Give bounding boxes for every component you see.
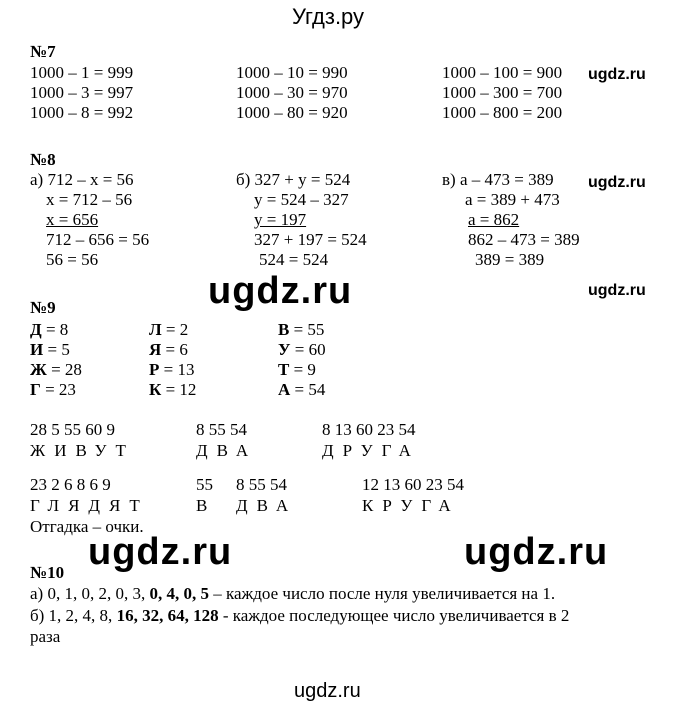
watermark: ugdz.ru <box>208 270 353 312</box>
check-result: 56 = 56 <box>46 250 99 269</box>
letter-value: В = 55 <box>278 320 325 339</box>
footer-watermark: ugdz.ru <box>294 680 361 702</box>
ex10-part-a: а) 0, 1, 0, 2, 0, 3, 0, 4, 0, 5 – каждое число после нуля увеличивается на 1. <box>30 584 556 603</box>
check-equation: 327 + 197 = 524 <box>254 230 367 249</box>
letter-value: Т = 9 <box>278 360 316 379</box>
code-numbers: 12 13 60 23 54 <box>362 475 464 494</box>
code-numbers: 23 2 6 8 6 9 <box>30 475 111 494</box>
letter-value: И = 5 <box>30 340 70 359</box>
code-numbers: 55 <box>196 475 213 494</box>
watermark: ugdz.ru <box>88 531 233 573</box>
letter-value: Д = 8 <box>30 320 69 339</box>
ex7-col3 <box>442 63 562 123</box>
letter-value: К = 12 <box>149 380 197 399</box>
ex10-part-b-wrap: раза <box>30 627 61 646</box>
letter-value: А = 54 <box>278 380 326 399</box>
ex8-part-b <box>236 170 367 270</box>
equation: х = 712 – 56 <box>46 190 133 209</box>
equation: 1000 – 80 = 920 <box>236 103 348 122</box>
code-numbers: 28 5 55 60 9 <box>30 420 115 439</box>
watermark: ugdz.ru <box>588 66 646 83</box>
exercise-9-title: №9 <box>30 298 56 317</box>
ex7-col1 <box>30 63 133 123</box>
code-letters: ДВА <box>236 496 298 515</box>
ex7-col2 <box>236 63 348 123</box>
watermark: ugdz.ru <box>588 282 646 299</box>
letter-value: У = 60 <box>278 340 326 359</box>
exercise-7-title: №7 <box>30 42 56 61</box>
code-numbers: 8 13 60 23 54 <box>322 420 416 439</box>
equation: 1000 – 800 = 200 <box>442 103 563 122</box>
ex10-part-b: б) 1, 2, 4, 8, 16, 32, 64, 128 - каждое последующее число увеличивается в 2 <box>30 606 570 625</box>
code-letters: ДВА <box>196 441 258 460</box>
equation: 1000 – 300 = 700 <box>442 83 563 102</box>
ex9-key-col2 <box>149 320 196 400</box>
equation-answer: у = 197 <box>254 210 307 229</box>
answer-sequence: 16, 32, 64, 128 <box>116 606 219 625</box>
equation-answer: х = 656 <box>46 210 99 229</box>
exercise-8-title: №8 <box>30 150 56 169</box>
equation: 1000 – 30 = 970 <box>236 83 348 102</box>
equation: у = 524 – 327 <box>254 190 349 209</box>
check-equation: 712 – 656 = 56 <box>46 230 150 249</box>
check-result: 389 = 389 <box>475 250 545 269</box>
code-numbers: 8 55 54 <box>236 475 287 494</box>
code-letters: КРУГА <box>362 496 460 515</box>
code-letters: В <box>196 496 208 515</box>
answer-sequence: 0, 4, 0, 5 <box>149 584 209 603</box>
ex8-part-v <box>442 170 580 270</box>
equation: 1000 – 10 = 990 <box>236 63 348 82</box>
ex9-key-col1 <box>30 320 82 400</box>
equation: а) 712 – х = 56 <box>30 170 134 189</box>
letter-value: Р = 13 <box>149 360 195 379</box>
letter-value: Л = 2 <box>149 320 189 339</box>
equation: в) а – 473 = 389 <box>442 170 554 189</box>
code-letters: ГЛЯДЯТ <box>30 496 149 515</box>
equation-answer: а = 862 <box>468 210 520 229</box>
ex9-key-col3 <box>278 320 326 400</box>
equation: а = 389 + 473 <box>465 190 560 209</box>
check-equation: 862 – 473 = 389 <box>468 230 580 249</box>
riddle-answer: Отгадка – очки. <box>30 517 144 536</box>
letter-value: Я = 6 <box>149 340 188 359</box>
watermark: ugdz.ru <box>464 531 609 573</box>
ex8-part-a <box>30 170 149 270</box>
letter-value: Г = 23 <box>30 380 76 399</box>
exercise-10-title: №10 <box>30 563 65 582</box>
code-letters: ЖИВУТ <box>30 441 135 460</box>
equation: 1000 – 3 = 997 <box>30 83 134 102</box>
watermark: ugdz.ru <box>588 174 646 191</box>
code-letters: ДРУГА <box>322 441 420 460</box>
check-result: 524 = 524 <box>259 250 329 269</box>
equation: 1000 – 100 = 900 <box>442 63 563 82</box>
equation: 1000 – 8 = 992 <box>30 103 134 122</box>
site-title: Угдз.ру <box>292 4 365 29</box>
equation: б) 327 + у = 524 <box>236 170 351 189</box>
code-numbers: 8 55 54 <box>196 420 247 439</box>
letter-value: Ж = 28 <box>30 360 82 379</box>
equation: 1000 – 1 = 999 <box>30 63 134 82</box>
